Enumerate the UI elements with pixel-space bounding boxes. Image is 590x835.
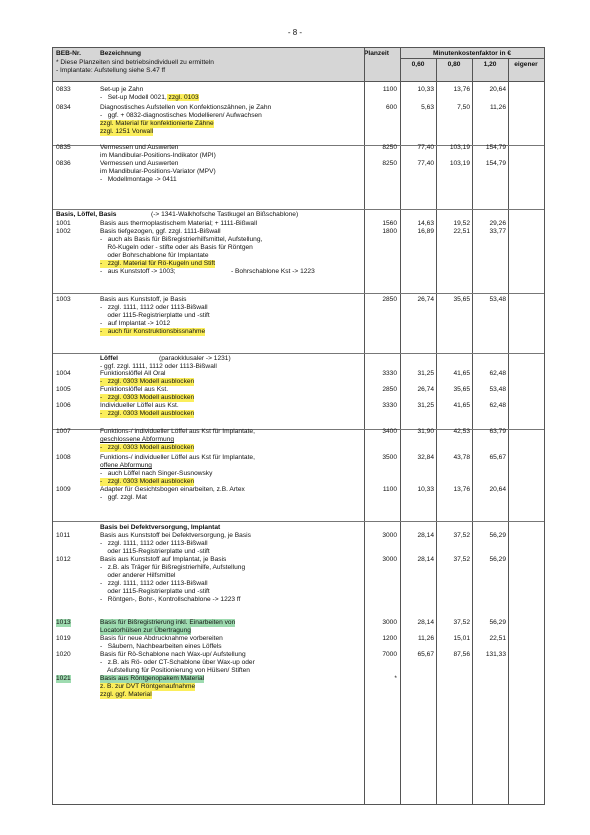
section-title-basis: Basis, Löffel, Basis bbox=[56, 211, 117, 218]
planzeit-value: 8250 bbox=[382, 160, 397, 167]
description-line: - auf Implantat -> 1012 bbox=[100, 320, 171, 327]
price-factor-120: 62,48 bbox=[489, 402, 506, 409]
price-factor-060: 5,63 bbox=[421, 104, 434, 111]
header-factor-060: 0,60 bbox=[411, 61, 425, 68]
description-line: Aufstellung für Positionierung von Hülsen/ Stiften bbox=[100, 667, 250, 674]
row-separator bbox=[53, 353, 544, 354]
description-line: - ggf. zzgl. Mat bbox=[100, 494, 147, 501]
description-line: Basis für Rö-Schablone nach Wax-up/ Aufstellung bbox=[100, 651, 246, 658]
description-line: - Säubern, Nachbearbeiten eines Löffels bbox=[100, 643, 222, 650]
description-line: im Mandibular-Positions-Variator (MPV) bbox=[100, 168, 216, 175]
beb-number: 0835 bbox=[56, 144, 71, 151]
col-divider-f4 bbox=[508, 58, 509, 804]
description-line: - zzgl. 0303 Modell ausblocken bbox=[100, 394, 195, 401]
header-factor-eigener: eigener bbox=[514, 61, 538, 68]
price-factor-080: 41,65 bbox=[453, 370, 470, 377]
price-factor-080: 42,53 bbox=[453, 428, 470, 435]
price-factor-080: 103,19 bbox=[449, 144, 470, 151]
description-line: zzgl. ggf. Material bbox=[100, 691, 152, 698]
description-line: - zzgl. 1111, 1112 oder 1113-Bißwall bbox=[100, 580, 208, 587]
header-planzeit: Planzeit bbox=[364, 50, 389, 57]
beb-number: 1020 bbox=[56, 651, 71, 658]
section-title-defektversorgung: Basis bei Defektversorgung, Implantat bbox=[100, 524, 221, 531]
planzeit-value: 3330 bbox=[382, 370, 397, 377]
description-line: - zzgl. 0303 Modell ausblocken bbox=[100, 378, 195, 385]
planzeit-value: 3330 bbox=[382, 402, 397, 409]
planzeit-value: 600 bbox=[385, 104, 397, 111]
description-line: Set-up je Zahn bbox=[100, 86, 144, 93]
price-factor-120: 56,29 bbox=[489, 532, 506, 539]
price-factor-120: 53,48 bbox=[489, 386, 506, 393]
description-line: geschlossene Abformung bbox=[100, 436, 175, 443]
description-line: Basis für neue Abdrucknahme vorbereiten bbox=[100, 635, 223, 642]
description-line: Basis aus thermoplastischem Material; + 1111-Bißwall bbox=[100, 220, 258, 227]
price-factor-120: 56,29 bbox=[489, 619, 506, 626]
price-factor-080: 19,52 bbox=[453, 220, 470, 227]
price-factor-080: 87,56 bbox=[453, 651, 470, 658]
price-factor-080: 13,76 bbox=[453, 86, 470, 93]
description-line: oder 1115-Registrierplatte und -stift bbox=[100, 588, 210, 595]
price-factor-080: 7,50 bbox=[457, 104, 470, 111]
planzeit-value: 3000 bbox=[382, 619, 397, 626]
price-factor-060: 65,67 bbox=[417, 651, 434, 658]
planzeit-value: 7000 bbox=[382, 651, 397, 658]
description-line: - zzgl. 0303 Modell ausblocken bbox=[100, 410, 195, 417]
beb-number: 1003 bbox=[56, 296, 71, 303]
section-title-loeffel: Löffel bbox=[100, 355, 118, 362]
description-line: - aus Kunststoff -> 1003; bbox=[100, 268, 176, 275]
price-factor-060: 26,74 bbox=[417, 296, 434, 303]
description-line: Locatorhülsen zur Übertragung bbox=[100, 627, 191, 634]
description-line: oder anderer Hilfsmittel bbox=[100, 572, 176, 579]
planzeit-value: 3000 bbox=[382, 556, 397, 563]
planzeit-value: 3000 bbox=[382, 532, 397, 539]
price-factor-060: 32,84 bbox=[417, 454, 434, 461]
price-factor-080: 35,65 bbox=[453, 296, 470, 303]
header-minutenkostenfaktor: Minutenkostenfaktor in € bbox=[432, 50, 512, 57]
price-factor-060: 10,33 bbox=[417, 486, 434, 493]
description-line: - z.B. als Träger für Bißregistrierhilfe, Aufstellung bbox=[100, 564, 246, 571]
price-factor-120: 62,48 bbox=[489, 370, 506, 377]
beb-number: 1011 bbox=[56, 532, 71, 539]
description-line: - zzgl. 0303 Modell ausblocken bbox=[100, 444, 195, 451]
description-line: oder Bohrschablone für Implantate bbox=[100, 252, 209, 259]
section-line-loeffel: - ggf. zzgl. 1111, 1112 oder 1113-Bißwall bbox=[100, 363, 217, 370]
description-line: Funktions-/ individueller Löffel aus Kst für Implantate, bbox=[100, 454, 255, 461]
beb-number: 1009 bbox=[56, 486, 71, 493]
description-line: - ggf. + 0832-diagnostisches Modellieren/ Aufwachsen bbox=[100, 112, 262, 119]
price-factor-120: 11,26 bbox=[489, 104, 506, 111]
description-line: Diagnostisches Aufstellen von Konfektionszähnen, je Zahn bbox=[100, 104, 272, 111]
planzeit-value: 8250 bbox=[382, 144, 397, 151]
price-factor-060: 31,25 bbox=[417, 402, 434, 409]
description-line: Basis aus Kunststoff bei Defektversorgung, je Basis bbox=[100, 532, 251, 539]
description-line: - z.B. als Rö- oder CT-Schablone über Wax-up oder bbox=[100, 659, 255, 666]
description-line: Funktions-/ individueller Löffel aus Kst für Implantate, bbox=[100, 428, 255, 435]
table-header bbox=[53, 48, 544, 82]
planzeit-value: 1560 bbox=[382, 220, 397, 227]
header-note-implantate: - Implantate: Aufstellung siehe S.47 ff bbox=[56, 67, 166, 74]
description-line: Funktionslöffel aus Kst. bbox=[100, 386, 169, 393]
price-factor-120: 131,33 bbox=[485, 651, 506, 658]
price-factor-060: 77,40 bbox=[417, 160, 434, 167]
price-factor-120: 33,77 bbox=[489, 228, 506, 235]
planzeit-value: 3400 bbox=[382, 428, 397, 435]
description-line: - Röntgen-, Bohr-, Kontrollschablone -> 1223 ff bbox=[100, 596, 241, 603]
price-factor-120: 29,26 bbox=[489, 220, 506, 227]
beb-number: 1021 bbox=[56, 675, 71, 682]
description-line: Basis aus Kunststoff, je Basis bbox=[100, 296, 187, 303]
price-factor-080: 22,51 bbox=[453, 228, 470, 235]
planzeit-value: 3500 bbox=[382, 454, 397, 461]
price-factor-120: 154,79 bbox=[485, 144, 506, 151]
price-factor-060: 14,63 bbox=[417, 220, 434, 227]
description-line: Adapter für Gesichtsbogen einarbeiten, z.B. Artex bbox=[100, 486, 245, 493]
description-line: oder 1115-Registrierplatte und -stift bbox=[100, 548, 210, 555]
price-factor-120: 20,64 bbox=[489, 86, 506, 93]
description-line: Funktionslöffel All Oral bbox=[100, 370, 166, 377]
description-line: - auch für Konstruktionsbissnahme bbox=[100, 328, 206, 335]
planzeit-value: * bbox=[394, 675, 397, 682]
description-line: - auch Löffel nach Singer-Susnowsky bbox=[100, 470, 213, 477]
description-line: Basis tiefgezogen, ggf. zzgl. 1111-Bißwall bbox=[100, 228, 221, 235]
beb-number: 0834 bbox=[56, 104, 71, 111]
planzeit-value: 1100 bbox=[382, 486, 397, 493]
header-bezeichnung: Bezeichnung bbox=[100, 50, 142, 57]
header-factor-080: 0,80 bbox=[447, 61, 461, 68]
price-factor-120: 22,51 bbox=[489, 635, 506, 642]
section-note-loeffel: (paraokklusaler -> 1231) bbox=[159, 355, 231, 362]
beb-number: 1006 bbox=[56, 402, 71, 409]
header-beb-nr: BEB-Nr. bbox=[56, 50, 81, 57]
price-factor-080: 41,65 bbox=[453, 402, 470, 409]
price-factor-080: 15,01 bbox=[453, 635, 470, 642]
price-factor-120: 63,79 bbox=[489, 428, 506, 435]
price-factor-060: 11,26 bbox=[417, 635, 434, 642]
beb-number: 1019 bbox=[56, 635, 71, 642]
description-line: offene Abformung bbox=[100, 462, 152, 469]
price-factor-060: 28,14 bbox=[417, 619, 434, 626]
price-factor-080: 37,52 bbox=[453, 532, 470, 539]
beb-number: 1005 bbox=[56, 386, 71, 393]
price-factor-060: 77,40 bbox=[417, 144, 434, 151]
price-factor-120: 56,29 bbox=[489, 556, 506, 563]
price-factor-060: 26,74 bbox=[417, 386, 434, 393]
header-factor-120: 1,20 bbox=[483, 61, 497, 68]
description-line: Basis aus Kunststoff auf Implantat, je Basis bbox=[100, 556, 227, 563]
description-line: oder 1115-Registrierplatte und -stift bbox=[100, 312, 210, 319]
price-factor-120: 154,79 bbox=[485, 160, 506, 167]
price-table bbox=[52, 47, 545, 805]
beb-number: 1004 bbox=[56, 370, 71, 377]
price-factor-060: 28,14 bbox=[417, 556, 434, 563]
price-factor-080: 37,52 bbox=[453, 556, 470, 563]
section-note-basis: (-> 1341-Walkhofsche Tastkugel an Bißschablone) bbox=[151, 211, 299, 218]
price-factor-060: 28,14 bbox=[417, 532, 434, 539]
description-line: Individueller Löffel aus Kst. bbox=[100, 402, 179, 409]
price-factor-080: 13,76 bbox=[453, 486, 470, 493]
description-line: zzgl. Material für konfektionierte Zähne bbox=[100, 120, 214, 127]
description-line: im Mandibular-Positions-Indikator (MPI) bbox=[100, 152, 216, 159]
description-line: - Modellmontage -> 0411 bbox=[100, 176, 177, 183]
planzeit-value: 2850 bbox=[382, 296, 397, 303]
description-line: - Set-up Modell 0021, zzgl. 0103 bbox=[100, 94, 199, 101]
price-factor-060: 31,90 bbox=[417, 428, 434, 435]
row-separator bbox=[53, 293, 544, 294]
price-factor-080: 43,78 bbox=[453, 454, 470, 461]
description-line: - zzgl. 1111, 1112 oder 1113-Bißwall bbox=[100, 540, 208, 547]
beb-number: 1008 bbox=[56, 454, 71, 461]
page-number: - 8 - bbox=[287, 28, 303, 37]
price-factor-120: 20,64 bbox=[489, 486, 506, 493]
price-factor-060: 10,33 bbox=[417, 86, 434, 93]
description-line: - auch als Basis für Bißregistrierhilfsmittel, Aufstellung, bbox=[100, 236, 263, 243]
description-line: Basis für Bißregistrierung inkl. Einarbeiten von bbox=[100, 619, 236, 626]
beb-number: 0833 bbox=[56, 86, 71, 93]
beb-number: 0836 bbox=[56, 160, 71, 167]
price-factor-080: 35,65 bbox=[453, 386, 470, 393]
price-factor-080: 37,52 bbox=[453, 619, 470, 626]
description-line: Basis aus Röntgenopakem Material bbox=[100, 675, 205, 682]
description-line: - zzgl. Material für Rö-Kugeln und Stift bbox=[100, 260, 216, 267]
beb-number: 1013 bbox=[56, 619, 71, 626]
description-extra: - Bohrschablone Kst -> 1223 bbox=[231, 268, 315, 275]
planzeit-value: 1100 bbox=[382, 86, 397, 93]
description-line: zzgl. 1251 Vorwall bbox=[100, 128, 154, 135]
description-line: Rö-Kugeln oder - stifte oder als Basis für Röntgen bbox=[100, 244, 253, 251]
price-factor-120: 65,67 bbox=[489, 454, 506, 461]
beb-number: 1002 bbox=[56, 228, 71, 235]
description-line: - zzgl. 1111, 1112 oder 1113-Bißwall bbox=[100, 304, 208, 311]
beb-number: 1001 bbox=[56, 220, 71, 227]
row-separator bbox=[53, 209, 544, 210]
planzeit-value: 1200 bbox=[382, 635, 397, 642]
planzeit-value: 1800 bbox=[382, 228, 397, 235]
description-line: Vermessen und Auswerten bbox=[100, 144, 179, 151]
beb-number: 1007 bbox=[56, 428, 71, 435]
description-line: - zzgl. 0303 Modell ausblocken bbox=[100, 478, 195, 485]
header-note-planzeiten: * Diese Planzeiten sind betriebsindividuell zu ermitteln bbox=[56, 59, 214, 66]
price-factor-080: 103,19 bbox=[449, 160, 470, 167]
planzeit-value: 2850 bbox=[382, 386, 397, 393]
price-factor-060: 31,25 bbox=[417, 370, 434, 377]
description-line: z. B. zur DVT Röntgenaufnahme bbox=[100, 683, 196, 690]
description-line: Vermessen und Auswerten bbox=[100, 160, 179, 167]
row-separator bbox=[53, 521, 544, 522]
price-factor-060: 16,89 bbox=[417, 228, 434, 235]
highlighted-addition: zzgl. 0103 bbox=[166, 94, 199, 101]
price-factor-120: 53,48 bbox=[489, 296, 506, 303]
beb-number: 1012 bbox=[56, 556, 71, 563]
